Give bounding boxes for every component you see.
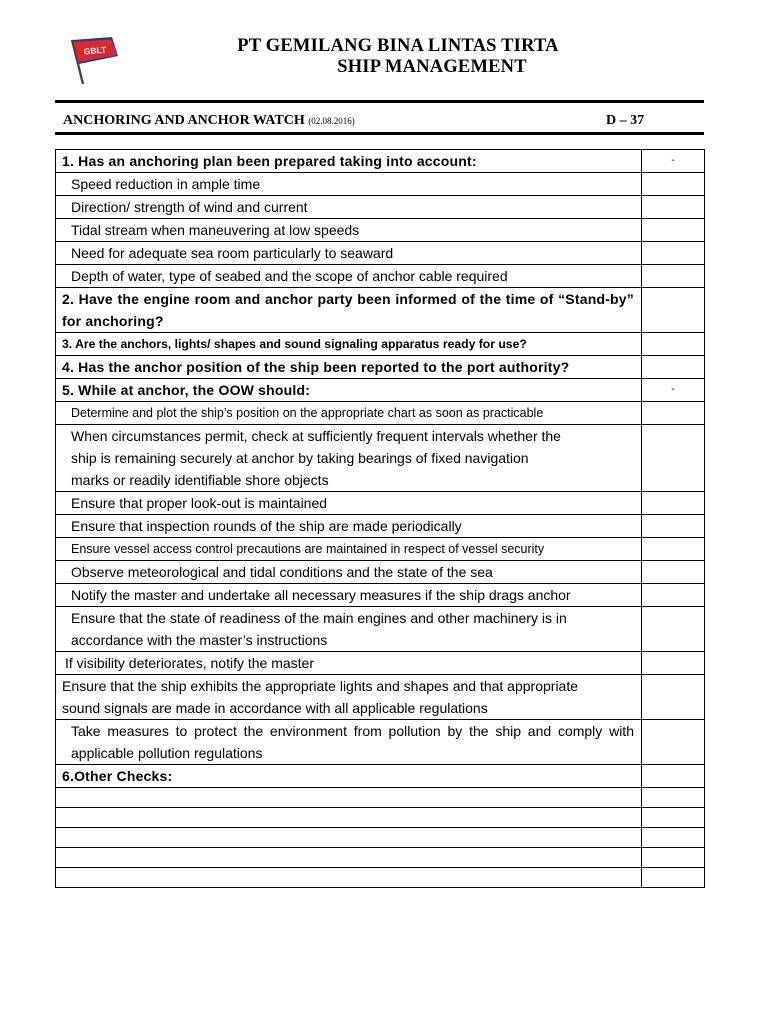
question-text: Take measures to protect the environment from pollution by the ship and comply with applicable pollution regulations — [71, 723, 634, 761]
question-text: Determine and plot the ship’s position on the appropriate chart as soon as practicable — [71, 406, 544, 420]
checklist-row — [56, 379, 705, 402]
check-cell[interactable] — [642, 808, 705, 828]
header-rule-top — [55, 100, 704, 103]
question-cell — [56, 848, 642, 868]
checklist-row — [56, 765, 705, 788]
question-cell — [56, 828, 642, 848]
question-text: Depth of water, type of seabed and the scope of anchor cable required — [71, 268, 508, 284]
company-division: SHIP MANAGEMENT — [337, 57, 527, 77]
question-text: Need for adequate sea room particularly to seaward — [71, 245, 394, 261]
check-cell[interactable] — [642, 265, 705, 288]
checklist-row — [56, 196, 705, 219]
header-rule-bottom — [55, 132, 704, 135]
checklist-row — [56, 515, 705, 538]
checklist-row — [56, 402, 705, 425]
checklist-row — [56, 584, 705, 607]
question-text: Direction/ strength of wind and current — [71, 199, 308, 215]
question-cell — [56, 788, 642, 808]
check-cell[interactable] — [642, 868, 705, 888]
check-cell[interactable] — [642, 561, 705, 584]
question-cell — [56, 561, 642, 584]
check-cell[interactable] — [642, 333, 705, 356]
question-text: 3. Are the anchors, lights/ shapes and sound signaling apparatus ready for use? — [62, 337, 527, 351]
question-text: Ensure that proper look-out is maintained — [71, 495, 328, 511]
question-text: When circumstances permit, check at sufficiently frequent intervals whether the ship is remaining securely at anchor by taking bearings of fixed navigation marks or readily identifiable shore objects — [71, 428, 561, 488]
blank-row — [56, 828, 705, 848]
checklist-row — [56, 492, 705, 515]
checklist-row — [56, 242, 705, 265]
check-cell[interactable] — [642, 788, 705, 808]
check-cell[interactable]: - — [642, 379, 705, 402]
question-cell — [56, 425, 642, 492]
checklist-row — [56, 538, 705, 561]
question-text: Ensure that the state of readiness of the main engines and other machinery is in accordance with the master’s instructions — [71, 610, 567, 648]
check-cell[interactable] — [642, 675, 705, 720]
checklist-row — [56, 425, 705, 492]
question-text: 6.Other Checks: — [62, 768, 173, 784]
check-cell[interactable] — [642, 515, 705, 538]
question-cell — [56, 868, 642, 888]
check-cell[interactable] — [642, 584, 705, 607]
check-cell[interactable] — [642, 402, 705, 425]
checklist-row — [56, 607, 705, 652]
check-cell[interactable] — [642, 173, 705, 196]
checklist-row — [56, 265, 705, 288]
check-cell[interactable] — [642, 492, 705, 515]
question-cell — [56, 515, 642, 538]
check-cell[interactable] — [642, 652, 705, 675]
checklist-row — [56, 219, 705, 242]
question-text: 4. Has the anchor position of the ship been reported to the port authority? — [62, 359, 570, 375]
checklist-row — [56, 333, 705, 356]
blank-row — [56, 808, 705, 828]
check-cell[interactable]: - — [642, 150, 705, 173]
check-cell[interactable] — [642, 765, 705, 788]
question-cell — [56, 720, 642, 765]
check-cell[interactable] — [642, 607, 705, 652]
checklist-row — [56, 173, 705, 196]
question-cell — [56, 265, 642, 288]
question-cell — [56, 652, 642, 675]
check-cell[interactable] — [642, 356, 705, 379]
question-cell — [56, 288, 642, 333]
check-cell[interactable] — [642, 288, 705, 333]
question-cell — [56, 196, 642, 219]
question-text: Observe meteorological and tidal conditions and the state of the sea — [71, 564, 493, 580]
question-cell — [56, 492, 642, 515]
check-cell[interactable] — [642, 425, 705, 492]
check-cell[interactable] — [642, 196, 705, 219]
document-date: (02.08.2016) — [308, 116, 355, 126]
blank-row — [56, 788, 705, 808]
question-cell — [56, 538, 642, 561]
question-cell — [56, 584, 642, 607]
question-text: Notify the master and undertake all necessary measures if the ship drags anchor — [71, 587, 571, 603]
checklist-row — [56, 288, 705, 333]
document-title-text: ANCHORING AND ANCHOR WATCH — [63, 113, 305, 128]
document-code: D – 37 — [606, 113, 645, 128]
checklist-row — [56, 150, 705, 173]
logo-text: GBLT — [83, 44, 107, 57]
question-text: 5. While at anchor, the OOW should: — [62, 382, 311, 398]
question-cell — [56, 242, 642, 265]
checklist-row — [56, 356, 705, 379]
question-text: Ensure vessel access control precautions are maintained in respect of vessel security — [71, 542, 545, 556]
question-cell — [56, 379, 642, 402]
question-text: Ensure that the ship exhibits the appropriate lights and shapes and that appropriate sound signals are made in accordance with all applicable regulations — [62, 678, 579, 716]
question-cell — [56, 765, 642, 788]
checklist-row — [56, 652, 705, 675]
document-title — [63, 113, 355, 129]
checklist-table — [55, 149, 705, 888]
company-name: PT GEMILANG BINA LINTAS TIRTA — [237, 36, 559, 56]
question-text: Speed reduction in ample time — [71, 176, 261, 192]
question-cell — [56, 219, 642, 242]
question-cell — [56, 675, 642, 720]
check-cell[interactable] — [642, 219, 705, 242]
question-text: Tidal stream when maneuvering at low speeds — [71, 222, 360, 238]
checklist-row — [56, 561, 705, 584]
question-text: Ensure that inspection rounds of the ship are made periodically — [71, 518, 462, 534]
question-cell — [56, 173, 642, 196]
check-cell[interactable] — [642, 538, 705, 561]
question-cell — [56, 333, 642, 356]
question-cell — [56, 402, 642, 425]
question-cell — [56, 356, 642, 379]
check-cell[interactable] — [642, 848, 705, 868]
check-cell[interactable] — [642, 242, 705, 265]
question-text: If visibility deteriorates, notify the master — [65, 655, 314, 671]
check-cell[interactable] — [642, 828, 705, 848]
checklist-row — [56, 720, 705, 765]
blank-row — [56, 868, 705, 888]
question-text: 1. Has an anchoring plan been prepared taking into account: — [62, 153, 477, 169]
question-cell — [56, 150, 642, 173]
question-cell — [56, 607, 642, 652]
check-cell[interactable] — [642, 720, 705, 765]
question-cell — [56, 808, 642, 828]
question-text: 2. Have the engine room and anchor party been informed of the time of “Stand-by” for anchoring? — [62, 291, 634, 329]
blank-row — [56, 848, 705, 868]
checklist-row — [56, 675, 705, 720]
